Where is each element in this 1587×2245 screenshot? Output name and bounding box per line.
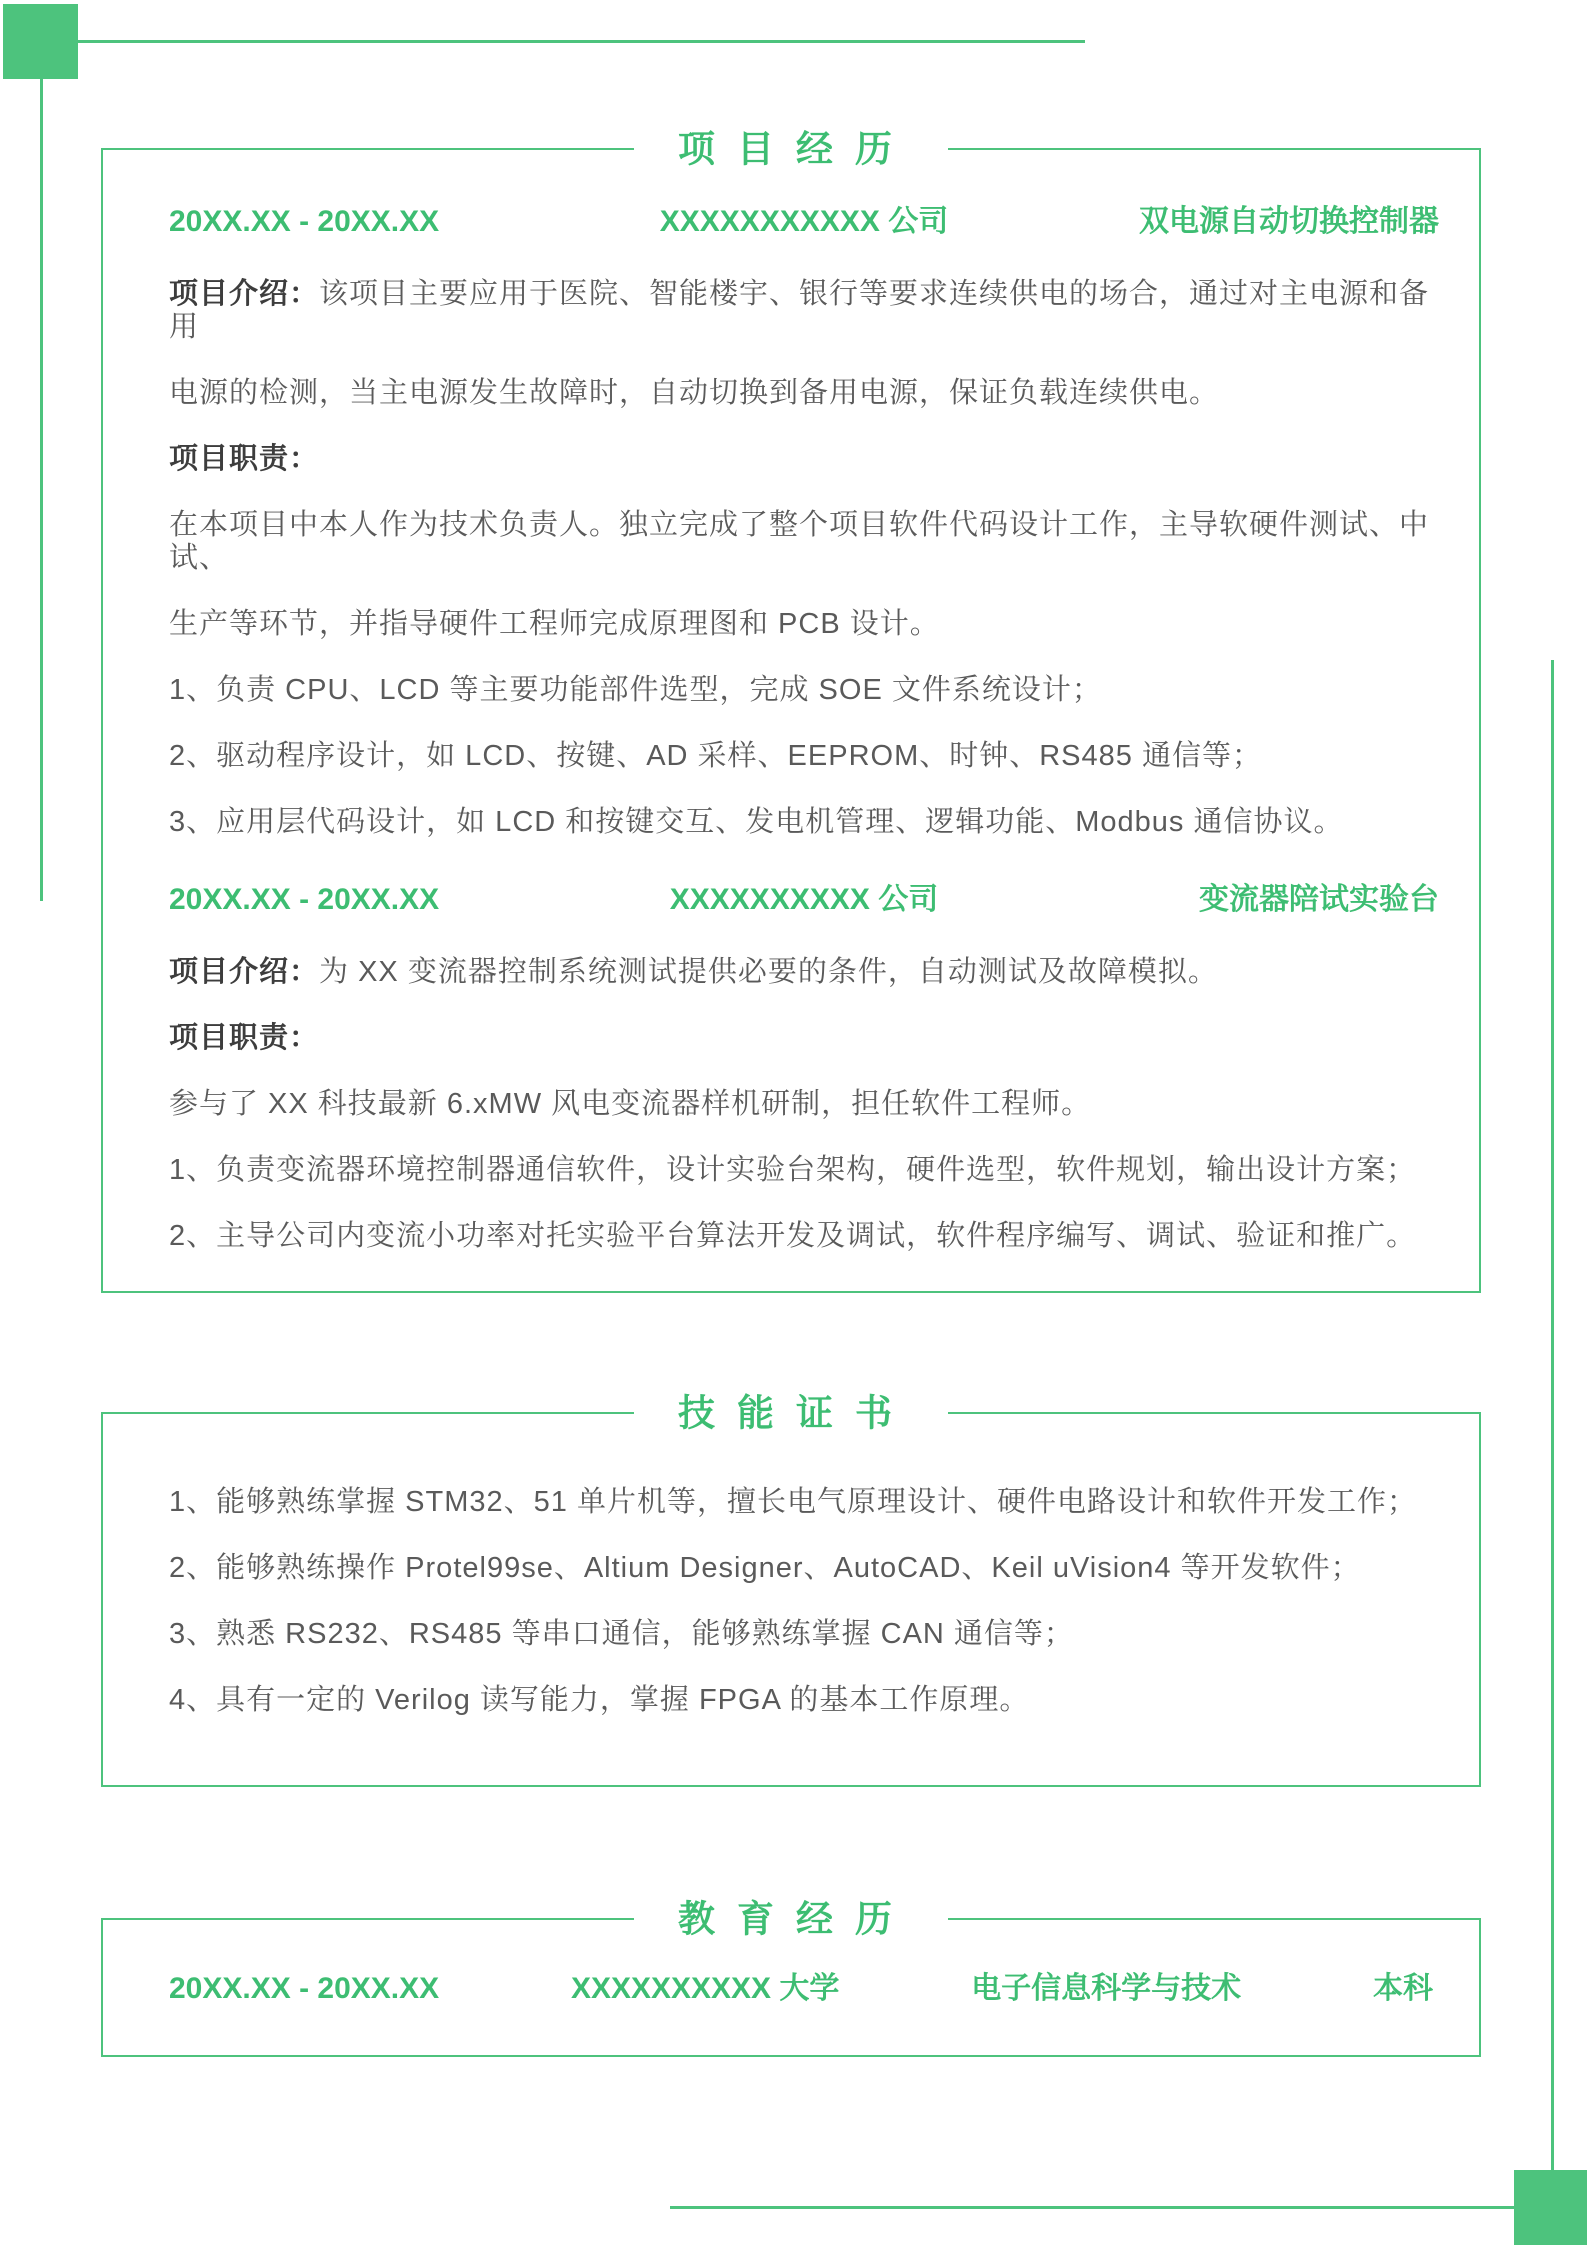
project-2-duty-line-1: 参与了 XX 科技最新 6.xMW 风电变流器样机研制，担任软件工程师。 bbox=[169, 1088, 1092, 1120]
project-2-name: 变流器陪试实验台 bbox=[1199, 883, 1439, 916]
project-1-duty-line-5: 3、应用层代码设计，如 LCD 和按键交互、发电机管理、逻辑功能、Modbus 通信协议。 bbox=[169, 806, 1344, 838]
decor-line-left-vertical bbox=[40, 79, 43, 901]
project-1-intro-line-1 bbox=[169, 278, 1439, 344]
section-project-experience bbox=[101, 128, 1481, 1293]
project-2-period: 20XX.XX - 20XX.XX bbox=[169, 883, 440, 916]
project-item-1 bbox=[169, 205, 1439, 839]
section-skills-certificates bbox=[101, 1392, 1481, 1787]
skill-item-3: 3、熟悉 RS232、RS485 等串口通信，能够熟练掌握 CAN 通信等； bbox=[169, 1618, 1074, 1650]
project-2-duty-label: 项目职责： bbox=[169, 1022, 320, 1054]
education-period: 20XX.XX - 20XX.XX bbox=[169, 1972, 440, 2005]
skill-item-4: 4、具有一定的 Verilog 读写能力，掌握 FPGA 的基本工作原理。 bbox=[169, 1684, 1030, 1716]
project-1-duty-line-1: 在本项目中本人作为技术负责人。独立完成了整个项目软件代码设计工作，主导软硬件测试、中试、 bbox=[169, 509, 1430, 574]
project-1-duty-label: 项目职责： bbox=[169, 443, 320, 475]
project-1-intro-label: 项目介绍： bbox=[169, 278, 320, 310]
project-item-2 bbox=[169, 883, 1439, 1253]
project-2-duty-line-3: 2、主导公司内变流小功率对托实验平台算法开发及调试，软件程序编写、调试、验证和推广。 bbox=[169, 1220, 1417, 1252]
decor-line-top bbox=[78, 40, 1085, 43]
education-degree: 本科 bbox=[1372, 1972, 1433, 2005]
project-1-name: 双电源自动切换控制器 bbox=[1139, 205, 1439, 238]
project-1-meta-row bbox=[169, 205, 1439, 238]
section-title-skills-certificates: 技能证书 bbox=[634, 1394, 948, 1435]
section-education bbox=[101, 1898, 1481, 2057]
project-2-meta-row bbox=[169, 883, 1439, 916]
project-1-intro-line-2: 电源的检测，当主电源发生故障时，自动切换到备用电源，保证负载连续供电。 bbox=[169, 377, 1220, 409]
section-title-project-experience: 项目经历 bbox=[634, 130, 948, 171]
skill-item-2: 2、能够熟练操作 Protel99se、Altium Designer、AutoCAD、Keil uVision4 等开发软件； bbox=[169, 1552, 1361, 1584]
project-1-intro-text-1: 该项目主要应用于医院、智能楼宇、银行等要求连续供电的场合，通过对主电源和备用 bbox=[169, 278, 1430, 343]
project-1-duty-line-4: 2、驱动程序设计，如 LCD、按键、AD 采样、EEPROM、时钟、RS485 通信等； bbox=[169, 740, 1262, 772]
decor-line-right-vertical bbox=[1551, 660, 1554, 2172]
section-title-education: 教育经历 bbox=[634, 1900, 948, 1941]
skill-item-1: 1、能够熟练掌握 STM32、51 单片机等，擅长电气原理设计、硬件电路设计和软件开发工作； bbox=[169, 1486, 1417, 1518]
decor-square-bottom-right bbox=[1514, 2170, 1587, 2245]
project-2-duty-line-2: 1、负责变流器环境控制器通信软件，设计实验台架构，硬件选型，软件规划，输出设计方案； bbox=[169, 1154, 1417, 1186]
project-1-period: 20XX.XX - 20XX.XX bbox=[169, 205, 440, 238]
project-2-company: XXXXXXXXXX 公司 bbox=[669, 883, 939, 916]
decor-square-top-left bbox=[3, 4, 78, 79]
education-school: XXXXXXXXXX 大学 bbox=[570, 1972, 840, 2005]
project-2-intro-label: 项目介绍： bbox=[169, 956, 320, 988]
project-1-company: XXXXXXXXXXX 公司 bbox=[659, 205, 949, 238]
project-2-intro-text-1: 为 XX 变流器控制系统测试提供必要的条件，自动测试及故障模拟。 bbox=[319, 956, 1218, 988]
project-1-duty-line-3: 1、负责 CPU、LCD 等主要功能部件选型，完成 SOE 文件系统设计； bbox=[169, 674, 1102, 706]
education-major: 电子信息科学与技术 bbox=[971, 1972, 1242, 2005]
education-row bbox=[169, 1972, 1439, 2005]
project-1-duty-line-2: 生产等环节，并指导硬件工程师完成原理图和 PCB 设计。 bbox=[169, 608, 940, 640]
project-2-intro-line-1 bbox=[169, 956, 1439, 989]
decor-line-bottom bbox=[670, 2206, 1514, 2209]
